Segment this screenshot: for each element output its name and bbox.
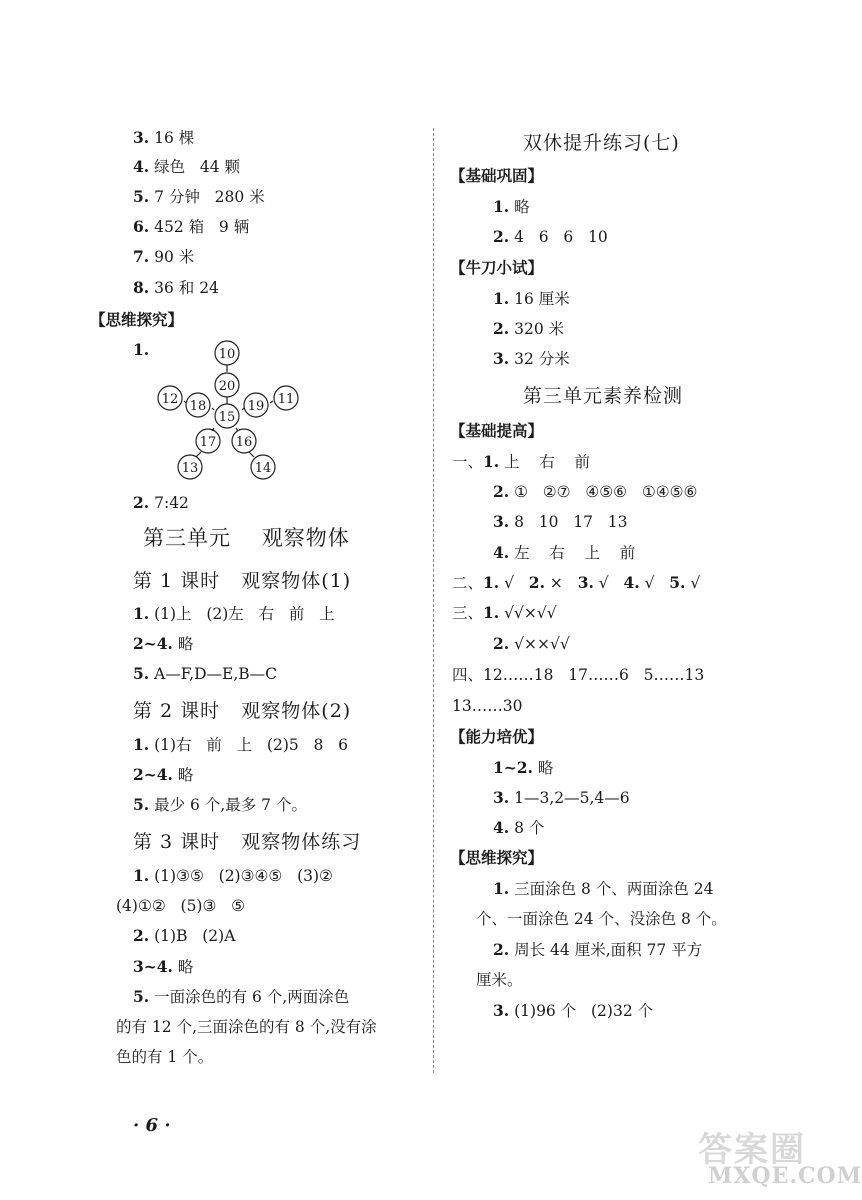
match-answers: 四、12……18 17……6 5……13	[452, 666, 705, 684]
answer-line: 2~4. 略	[133, 634, 194, 653]
answer-line-continued: (4)①② (5)③ ⑤	[116, 897, 246, 915]
answer-line: 2. (1)B (2)A	[133, 926, 236, 945]
answer-line: 3. 8 10 17 13	[493, 512, 628, 531]
answer-line: 2. 4 6 6 10	[493, 227, 608, 246]
answer-line: 3. 1—3,2—5,4—6	[493, 788, 630, 807]
answer-line: 1. 三面涂色 8 个、两面涂色 24	[493, 879, 714, 898]
star-number: 14	[254, 461, 272, 476]
answer-line: 2. 周长 44 厘米,面积 77 平方	[493, 940, 703, 959]
answer-number: 1.	[133, 340, 150, 359]
star-number: 10	[218, 347, 236, 362]
match-answers-continued: 13……30	[452, 697, 523, 715]
section-label-basic: 【基础巩固】	[450, 166, 544, 185]
answer-line: 1. (1)右 前 上 (2)5 8 6	[133, 735, 349, 754]
answer-line: 4. 绿色 44 颗	[133, 157, 241, 176]
answer-line-continued: 的有 12 个,三面涂色的有 8 个,没有涂	[116, 1018, 377, 1036]
answer-line-continued: 厘米。	[476, 971, 523, 989]
column-divider	[433, 128, 434, 1073]
answer-line: 4. 左 右 上 前	[493, 543, 636, 562]
star-number: 12	[161, 392, 179, 407]
star-number: 15	[218, 410, 236, 425]
lesson-title: 第 1 课时 观察物体(1)	[133, 570, 352, 592]
star-number-diagram	[150, 337, 295, 485]
unit-title: 第三单元 观察物体	[143, 526, 350, 550]
answer-line: 3. (1)96 个 (2)32 个	[493, 1001, 654, 1020]
section-label-ability: 【能力培优】	[450, 727, 544, 746]
answer-line: 8. 36 和 24	[133, 278, 219, 297]
star-number: 19	[247, 399, 265, 414]
answer-line: 5. A—F,D—E,B—C	[133, 664, 277, 683]
answer-line: 2. √××√√	[493, 634, 570, 653]
star-number: 18	[189, 399, 207, 414]
section-label-thinking: 【思维探究】	[90, 310, 184, 329]
watermark-url: MXQE.COM	[708, 1163, 862, 1189]
answer-line: 7. 90 米	[133, 247, 195, 266]
answer-line: 2~4. 略	[133, 765, 194, 784]
answer-line: 3. 32 分米	[493, 349, 570, 368]
answer-line: 4. 8 个	[493, 818, 545, 837]
star-number: 20	[218, 379, 236, 394]
star-number: 16	[235, 435, 253, 450]
answer-line: 5. 7 分钟 280 米	[133, 187, 265, 206]
section-label-improve: 【基础提高】	[450, 421, 544, 440]
answer-line: 一、1. 上 右 前	[452, 452, 591, 471]
star-number: 17	[199, 435, 217, 450]
answer-line: 1. 略	[493, 197, 530, 216]
star-number: 11	[277, 392, 295, 407]
page-number: · 6 ·	[133, 1115, 171, 1136]
section-title: 第三单元素养检测	[523, 385, 684, 407]
answer-line-continued: 色的有 1 个。	[116, 1048, 214, 1066]
answer-line: 2. 320 米	[493, 319, 565, 338]
answer-line: 1~2. 略	[493, 758, 554, 777]
answer-line: 3~4. 略	[133, 957, 194, 976]
answer-line: 1. (1)③⑤ (2)③④⑤ (3)②	[133, 866, 333, 885]
answer-line: 5. 一面涂色的有 6 个,两面涂色	[133, 987, 350, 1006]
answer-line-continued: 个、一面涂色 24 个、没涂色 8 个。	[476, 910, 727, 928]
section-label-think: 【思维探究】	[450, 848, 544, 867]
answer-line: 6. 452 箱 9 辆	[133, 217, 250, 236]
star-number: 13	[181, 461, 199, 476]
section-label-trial: 【牛刀小试】	[450, 258, 544, 277]
watermark-logo: 答案圈	[698, 1130, 806, 1170]
lesson-title: 第 2 课时 观察物体(2)	[133, 700, 352, 722]
answer-line: 2. 7:42	[133, 493, 189, 512]
answer-line: 3. 16 棵	[133, 128, 195, 147]
answer-line: 1. 16 厘米	[493, 289, 570, 308]
answer-line: 2. ① ②⑦ ④⑤⑥ ①④⑤⑥	[493, 482, 698, 501]
section-title: 双休提升练习(七)	[523, 132, 680, 154]
judge-answers: 二、1. √ 2. × 3. √ 4. √ 5. √	[452, 573, 701, 592]
answer-line: 1. (1)上 (2)左 右 前 上	[133, 604, 335, 623]
lesson-title: 第 3 课时 观察物体练习	[133, 831, 362, 853]
answer-line: 三、1. √√×√√	[452, 603, 557, 622]
answer-line: 5. 最少 6 个,最多 7 个。	[133, 795, 307, 814]
